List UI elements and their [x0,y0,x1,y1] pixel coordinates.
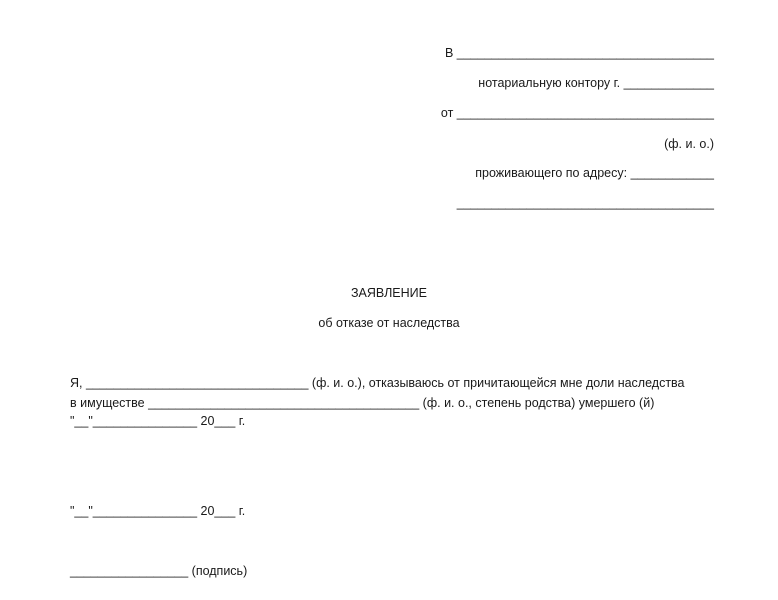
document-subtitle: об отказе от наследства [318,316,460,330]
signature-line: _________________ (подпись) [70,564,248,578]
address-blank-line: _____________________________________ [456,196,714,210]
recipient-line: В _____________________________________ [444,46,714,60]
footer-date-line: "__"_______________ 20___ г. [70,504,246,518]
fio-note: (ф. и. о.) [664,137,714,151]
from-line: от _____________________________________ [440,106,714,120]
body-date-line: "__"_______________ 20___ г. [70,414,246,428]
address-line: проживающего по адресу: ____________ [475,166,714,180]
body-line-2: в имуществе _______________________________________ (ф. и. о., степень родства) умершего (й) [70,396,655,410]
body-line-1: Я, ________________________________ (ф. и. о.), отказываюсь от причитающейся мне доли наследства [70,376,685,390]
document-title: ЗАЯВЛЕНИЕ [350,286,427,300]
notary-office-line: нотариальную контору г. _____________ [478,76,714,90]
